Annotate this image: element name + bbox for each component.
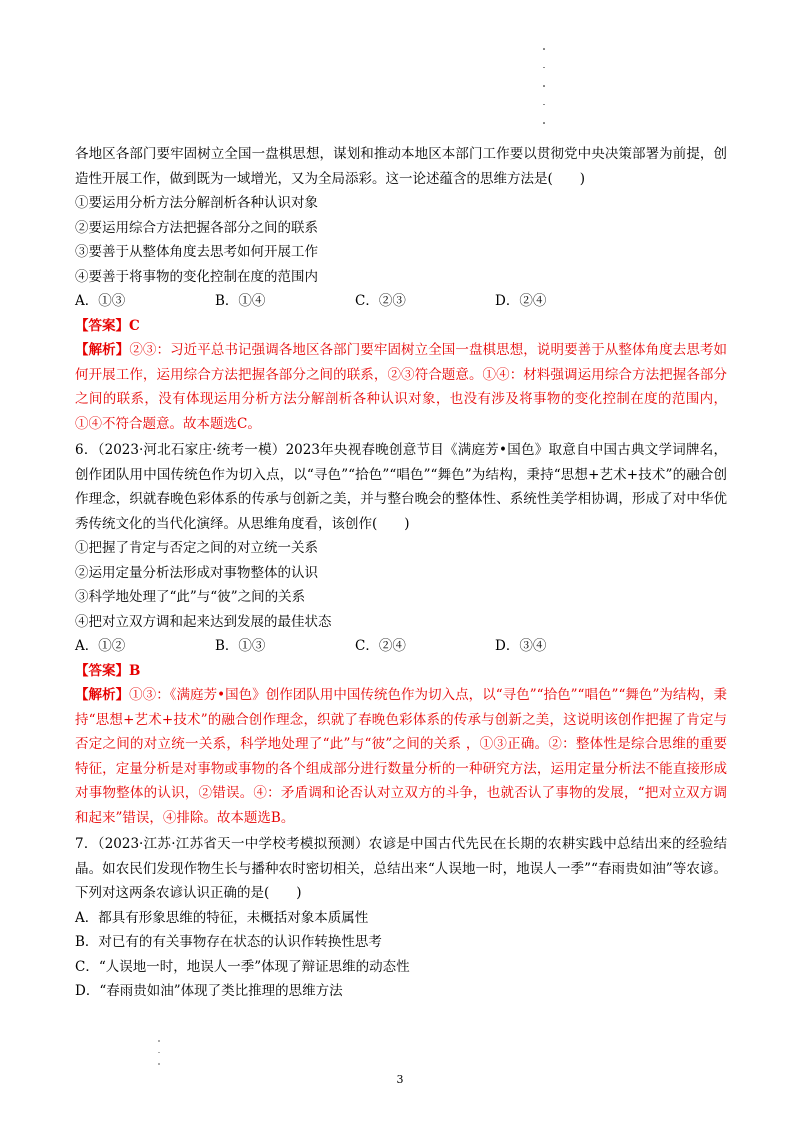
question-5: [75, 142, 727, 436]
answer-label: 【答案】: [75, 317, 129, 334]
answer-options: [75, 289, 727, 314]
choice-item: ①把握了肯定与否定之间的对立统一关系: [75, 540, 318, 556]
option-a: A．都具有形象思维的特征，未概括对象本质属性: [75, 909, 369, 926]
analysis-label: 【解析】: [75, 687, 130, 703]
choice-item: ②运用定量分析法形成对事物整体的认识: [75, 564, 318, 581]
option-b: B．①③: [215, 638, 266, 654]
page-number: 3: [396, 1073, 404, 1086]
answer-value: B: [129, 662, 141, 679]
question-stem: 6．（2023·河北石家庄·统考一模）2023年央视春晚创意节目《满庭芳•国色》取意自中国古典文学词牌名，创作团队用中国传统色作为切入点，以“寻色”“拾色”“唱色”“舞色”为结构，秉持“思想+艺术+技术”的融合创作理念，织就春晚色彩体系的传承与创新之美，并与整台晚会的整体性、系统性美学相协调，形成了对中华优秀传统文化的当代化演绎。从思维角度看，该创作( ): [75, 442, 727, 532]
answer-options: [75, 634, 727, 659]
analysis-text: ②③：习近平总书记强调各地区各部门要牢固树立全国一盘棋思想，说明要善于从整体角度去思考如何开展工作，运用综合方法把握各部分之间的联系，②③符合题意。①④：材料强调运用综合方法把握各部分之间的联系，没有体现运用分析方法分解剖析各种认识对象，也没有涉及将事物的变化控制在度的范围内，①④不符合题意。故本题选C。: [75, 342, 728, 432]
answer-line: [75, 659, 727, 684]
option-a: A．①③: [75, 293, 126, 309]
document-page: [75, 142, 727, 1004]
question-stem: 7．（2023·江苏·江苏省天一中学校考模拟预测）农谚是中国古代先民在长期的农耕实践中总结出来的经验结晶。如农民们发现作物生长与播种农时密切相关，总结出来“人误地一时，地误人一季”“春雨贵如油”等农谚。下列对这两条农谚认识正确的是( ): [75, 836, 727, 901]
option-a: A．①②: [75, 638, 126, 654]
question-6: [75, 438, 727, 830]
option-c: C．“人误地一时，地误人一季”体现了辩证思维的动态性: [75, 958, 410, 975]
margin-dots-bottom: [158, 1040, 161, 1075]
question-7: [75, 832, 727, 1004]
option-d: D．③④: [495, 638, 547, 654]
option-d: D．②④: [495, 293, 547, 309]
analysis-text: ①③：《满庭芳•国色》创作团队用中国传统色作为切入点，以“寻色”“拾色”“唱色”“舞色”为结构，秉持“思想+艺术+技术”的融合创作理念，织就了春晚色彩体系的传承与创新之美，这说明该创作把握了肯定与否定之间的对立统一关系，科学地处理了“此”与“彼”之间的关系 ，①③正确。②：整体性是综合思维的重要特征，定量分析是对事物或事物的各个组成部分进行数量分析的一种研究方法，运用定量分析法不能直接形成对事物整体的认识，②错误。④：矛盾调和论否认对立双方的斗争，也就否认了事物的发展，“把对立双方调和起来”错误，④排除。故本题选B。: [75, 687, 728, 826]
analysis: [75, 683, 727, 830]
margin-dots-top: [543, 48, 546, 141]
choice-item: ①要运用分析方法分解剖析各种认识对象: [75, 195, 318, 211]
choice-item: ②要运用综合方法把握各部分之间的联系: [75, 219, 318, 236]
choice-item: ③要善于从整体角度去思考如何开展工作: [75, 244, 318, 260]
option-b: B．①④: [215, 293, 266, 309]
analysis-label: 【解析】: [75, 342, 130, 358]
answer-line: [75, 314, 727, 339]
option-c: C．②④: [355, 638, 406, 654]
choice-item: ③科学地处理了“此”与“彼”之间的关系: [75, 589, 306, 605]
option-c: C．②③: [355, 293, 406, 309]
choice-item: ④要善于将事物的变化控制在度的范围内: [75, 268, 318, 285]
answer-label: 【答案】: [75, 662, 129, 679]
answer-value: C: [129, 317, 140, 334]
option-d: D．“春雨贵如油”体现了类比推理的思维方法: [75, 983, 343, 999]
option-b: B．对已有的有关事物存在状态的认识作转换性思考: [75, 934, 382, 950]
question-stem: 各地区各部门要牢固树立全国一盘棋思想，谋划和推动本地区本部门工作要以贯彻党中央决策部署为前提，创造性开展工作，做到既为一域增光，又为全局添彩。这一论述蕴含的思维方法是( ): [75, 146, 727, 187]
analysis: [75, 338, 727, 436]
choice-item: ④把对立双方调和起来达到发展的最佳状态: [75, 613, 332, 630]
